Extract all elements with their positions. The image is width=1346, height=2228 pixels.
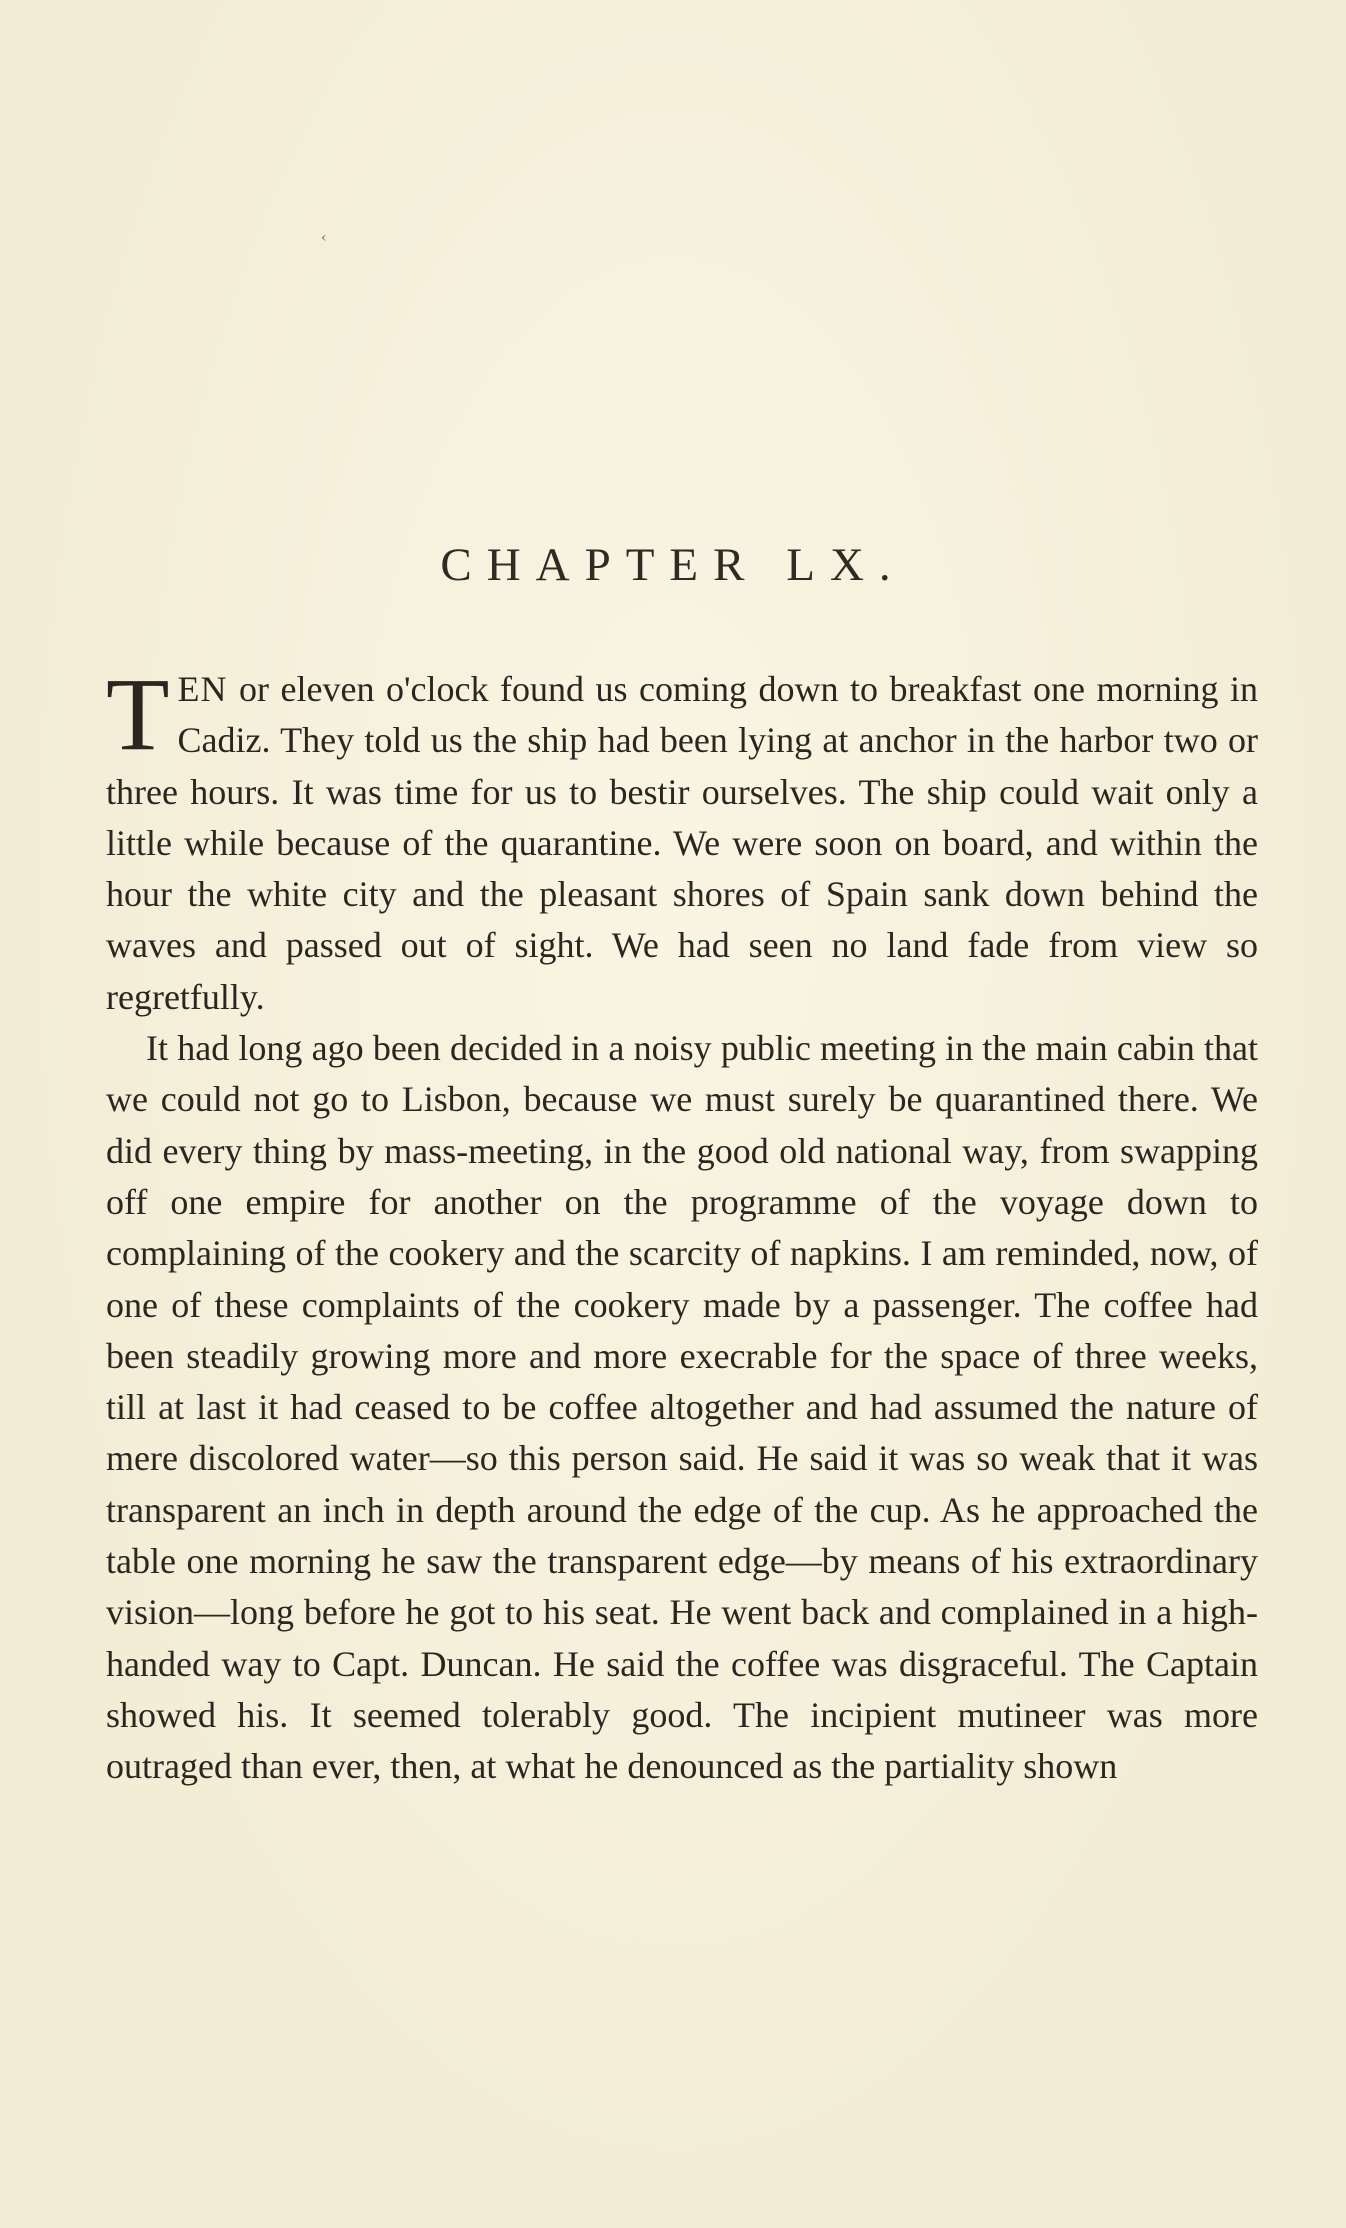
chapter-heading: CHAPTER LX. (440, 539, 906, 591)
margin-mark: ‹ (321, 230, 327, 246)
first-word-small-caps: EN (177, 669, 228, 709)
drop-cap: T (106, 657, 170, 772)
paragraph-1-text: or eleven o'clock found us coming down to breakfast one morning in Cadiz. They told us the ship had been lying at anchor in the harbor two or three hours. It was time for us to bestir ourselves. The ship could wait only a little while because of the quarantine. We were soon on board, and within the hour the white city and the pleasant shores of Spain sank down behind the waves and passed out of sight. We had seen no land fade from view so regretfully. (106, 669, 1258, 1017)
body-text (106, 657, 1258, 1793)
paragraph-2: It had long ago been decided in a noisy public meeting in the main cabin that we could not go to Lisbon, because we must surely be quarantined there. We did every thing by mass-meeting, in the good old national way, from swapping off one empire for another on the programme of the voyage down to complaining of the cookery and the scarcity of napkins. I am reminded, now, of one of these complaints of the cookery made by a passenger. The coffee had been steadily growing more and more execrable for the space of three weeks, till at last it had ceased to be coffee altogether and had assumed the nature of mere discolored water—so this person said. He said it was so weak that it was transparent an inch in depth around the edge of the cup. As he approached the table one morning he saw the transparent edge—by means of his extraordinary vision—long before he got to his seat. He went back and complained in a high-handed way to Capt. Duncan. He said the coffee was disgraceful. The Captain showed his. It seemed tolerably good. The incipient mutineer was more outraged than ever, then, at what he denounced as the partiality shown (106, 1028, 1258, 1787)
paragraph-1 (106, 657, 1258, 1023)
